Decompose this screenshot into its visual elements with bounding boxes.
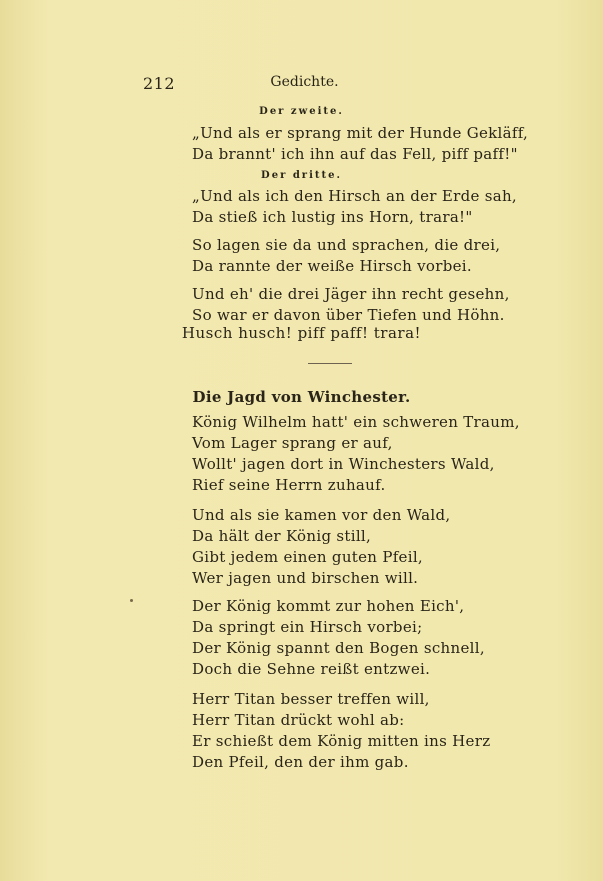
verse-line: Herr Titan drückt wohl ab: xyxy=(192,711,405,729)
running-title: Gedichte. xyxy=(270,74,339,90)
verse-line: Er schießt dem König mitten ins Herz xyxy=(192,732,491,750)
verse-line: Wer jagen und birschen will. xyxy=(192,569,419,587)
verse-line: Gibt jedem einen guten Pfeil, xyxy=(192,548,423,566)
speaker-label-second: Der zweite. xyxy=(259,106,344,117)
verse-line: Da brannt' ich ihn auf das Fell, piff paff!" xyxy=(192,145,518,163)
verse-line: Und eh' die drei Jäger ihn recht gesehn, xyxy=(192,285,510,303)
speaker-label-third: Der dritte. xyxy=(261,170,342,181)
verse-line: Der König kommt zur hohen Eich', xyxy=(192,597,465,615)
poem-title: Die Jagd von Winchester. xyxy=(192,388,411,406)
verse-line: Da stieß ich lustig ins Horn, trara!" xyxy=(192,208,473,226)
section-divider xyxy=(308,363,352,364)
verse-line: Da springt ein Hirsch vorbei; xyxy=(192,618,423,636)
verse-line: Da rannte der weiße Hirsch vorbei. xyxy=(192,257,472,275)
verse-line: Und als sie kamen vor den Wald, xyxy=(192,506,451,524)
verse-line: „Und als ich den Hirsch an der Erde sah, xyxy=(192,187,517,205)
paper-speck xyxy=(130,599,133,602)
verse-line: Da hält der König still, xyxy=(192,527,372,545)
verse-line: Doch die Sehne reißt entzwei. xyxy=(192,660,431,678)
verse-line: Rief seine Herrn zuhauf. xyxy=(192,476,386,494)
verse-line: So war er davon über Tiefen und Höhn. xyxy=(192,306,505,324)
verse-line: König Wilhelm hatt' ein schweren Traum, xyxy=(192,413,520,431)
verse-line: Wollt' jagen dort in Winchesters Wald, xyxy=(192,455,495,473)
verse-line: Vom Lager sprang er auf, xyxy=(192,434,393,452)
verse-line: So lagen sie da und sprachen, die drei, xyxy=(192,236,501,254)
verse-line: Den Pfeil, den der ihm gab. xyxy=(192,753,409,771)
verse-line: „Und als er sprang mit der Hunde Gekläff, xyxy=(192,124,529,142)
verse-line: Herr Titan besser treffen will, xyxy=(192,690,430,708)
refrain-line: Husch husch! piff paff! trara! xyxy=(181,324,422,342)
page-number: 212 xyxy=(143,74,176,93)
verse-line: Der König spannt den Bogen schnell, xyxy=(192,639,485,657)
